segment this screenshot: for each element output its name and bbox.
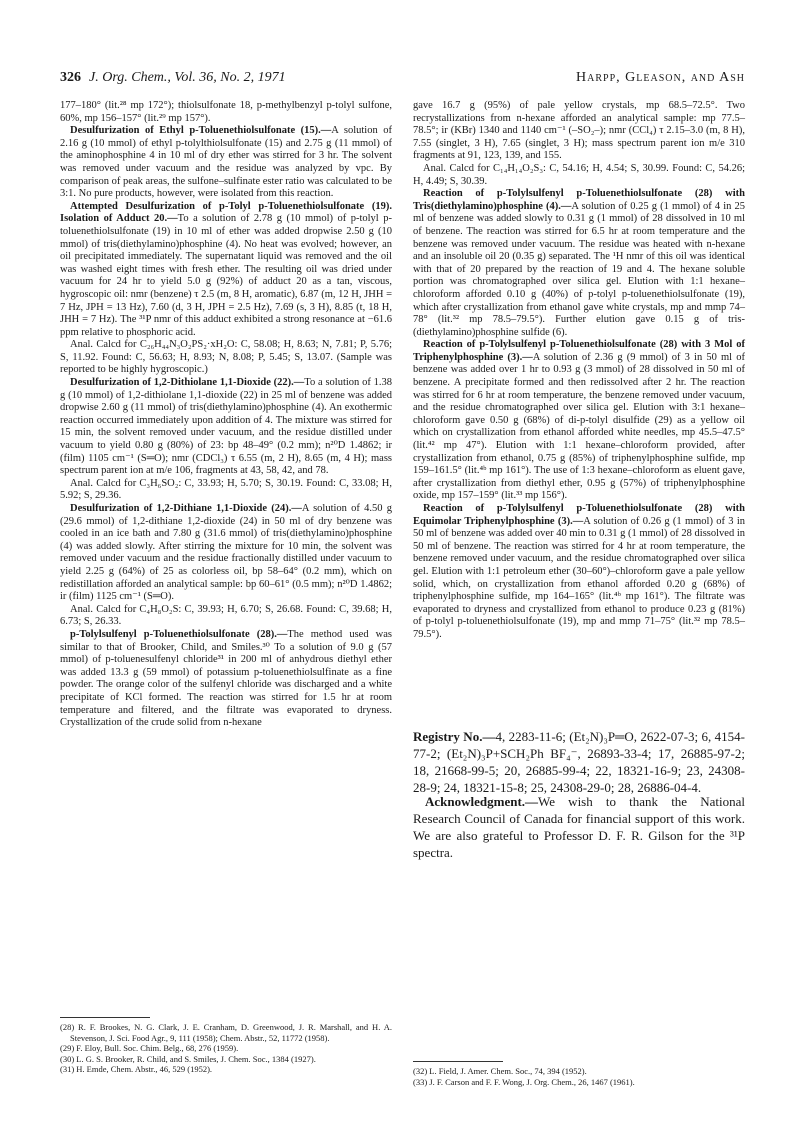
footnotes-left <box>60 1022 392 1075</box>
page-header <box>60 70 745 90</box>
page-number: 326 <box>60 70 81 85</box>
footnote: (33) J. F. Carson and F. F. Wong, J. Org. Chem., 26, 1467 (1961). <box>413 1076 635 1087</box>
section <box>413 503 745 642</box>
registry-label: Registry No.— <box>413 729 496 744</box>
footnote: (29) F. Eloy, Bull. Soc. Chim. Belg., 68, 276 (1959). <box>60 1043 239 1053</box>
section-heading: Reaction of p-Tolylsulfenyl p-Toluenethiolsulfonate (28) with Tris(diethylamino)phosphine (4).— <box>413 188 745 212</box>
journal-citation: J. Org. Chem., Vol. 36, No. 2, 1971 <box>89 70 286 85</box>
section-body: A solution of 0.25 g (1 mmol) of 4 in 25 ml of benzene was added slowly to 0.31 g (1 mmol) of 28 dissolved in 10 ml of benzene. The reaction was stirred for 6.5 hr at room temperature and the benzene was removed under vacuum. The residue was heated with n-hexane and an insoluble oil 20 (0.35 g) separated. The ¹H nmr of this oil was identical with that of 20 prepared by the reaction of 19 and 4. The hexane soluble portion was chromatographed over silica gel. Elution with 1:1 hexane–chloroform afforded 0.10 g (40%) of p-tolyl p-toluenethiolsulfonate (19), which after crystallization from ethanol gave white crystals, mp and mmp 74–78° (lit.³² mp 78.5–79.5°). Further elution gave 0.15 g of tris-(diethylamino)phosphine sulfide (6). <box>413 200 745 338</box>
footnote: (32) L. Field, J. Amer. Chem. Soc., 74, 394 (1952). <box>413 1066 587 1076</box>
section-body: A solution of 4.50 g (29.6 mmol) of 1,2-dithiane 1,2-dioxide (24) in 50 ml of dry benzene was cooled in an ice bath and 7.80 g (31.6 mmol) of tris(diethylamino)phosphine (4) was added slowly. After stirring the mixture for 10 min, the solvent was removed under vacuum and the residue fractionally distilled under vacuum to yield 2.25 g (64%) of 25 as colorless oil, bp 58–64° (0.2 mm), which on redistillation afforded an analytical sample: bp 60–61° (0.5 mm); n²⁰D 1.4862; ir (film) 1125 cm⁻¹ (S═O). <box>60 503 392 603</box>
section-heading: p-Tolylsulfenyl p-Toluenethiolsulfonate (28).— <box>70 628 288 640</box>
footnote: (30) L. G. S. Brooker, R. Child, and S. Smiles, J. Chem. Soc., 1384 (1927). <box>60 1053 316 1064</box>
paragraph: 177–180° (lit.²⁸ mp 172°); thiolsulfonate 18, p-methylbenzyl p-tolyl sulfone, 60%, mp 156–157° (lit.²⁹ mp 157°). <box>60 100 392 124</box>
section-body: To a solution of 1.38 g (10 mmol) of 1,2-dithiolane 1,1-dioxide (22) in 25 ml of benzene was added dropwise 2.60 g (11 mmol) of tris(diethylamino)phosphine (4). An exothermic reaction occurred immediately upon addition of 4. The mixture was stirred for 15 min, the solvent removed under vacuum, and the residue distilled under vacuum to yield 0.80 g (80%) of 23: bp 48–49° (0.2 mm); n²⁰D 1.4862; ir (film) 1105 cm⁻¹ (S═O); nmr (CDCl₃) τ 6.55 (m, 2 H), 8.65 (m, 4 H); mass spectrum parent ion at m/e 106, fragments at 43, 58, 42, and 78. <box>60 377 392 477</box>
acknowledgment-text: We wish to thank the National Research Council of Canada for financial support of this work. We are also grateful to Professor D. F. R. Gilson for the ³¹P spectra. <box>413 794 745 860</box>
paragraph: gave 16.7 g (95%) of pale yellow crystals, mp 68.5–72.5°. Two recrystallizations from n-hexane afforded an analytical sample: mp 77.5–78.5°; ir (KBr) 1340 and 1140 cm⁻¹ (–SO₂–); nmr (CCl₄) τ 2.15–3.0 (m, 8 H), 7.55 (singlet, 3 H), 7.65 (singlet, 3 H); mass spectrum parent ion m/e 310 fragments at 91, 123, 139, and 155. <box>413 100 745 162</box>
section-heading: Reaction of p-Tolylsulfenyl p-Toluenethiolsulfonate (28) with 3 Mol of Triphenylphosphine (3).— <box>413 339 745 363</box>
section-body: A solution of 2.16 g (10 mmol) of ethyl p-tolylthiolsulfonate (15) and 2.75 g (11 mmol) of the aminophosphine 4 in 10 ml of dry ether was stirred for 3 hr. The solvent was removed under vacuum and the residue was analyzed by vpc. By comparison of peak areas, the sulfone–sulfinate ester ratio was calculated to be 3:1. No pure products, however, were isolated from this reaction. <box>60 125 392 200</box>
section <box>413 188 745 339</box>
footnote: (28) R. F. Brookes, N. G. Clark, J. E. Cranham, D. Greenwood, J. R. Marshall, and H. A. Stevenson, J. Sci. Food Agr., 9, 111 (1958); Chem. Abstr., 52, 11772 (1958). <box>60 1022 392 1043</box>
section-heading: Attempted Desulfurization of p-Tolyl p-Toluenethiolsulfonate (19). Isolation of Adduct 20.— <box>60 200 392 225</box>
right-column <box>413 100 745 642</box>
footnote-rule-right <box>413 1061 503 1062</box>
analysis: Anal. Calcd for C₄H₈O₂S: C, 39.93; H, 6.70; S, 26.68. Found: C, 39.68; H, 6.73; S, 26.33. <box>60 603 392 628</box>
section <box>60 503 392 604</box>
left-column <box>60 100 392 730</box>
section-body: To a solution of 2.78 g (10 mmol) of p-tolyl p-toluenethiolsulfonate (19) in 10 ml of ether was added dropwise 2.50 g (10 mmol) of tris(diethylamino)phosphine (4). No heat was evolved; however, an oil precipitated immediately. The supernatant liquid was removed and the oil was washed eight times with fresh ether. The resulting oil was dried under vacuum for 24 hr to yield 5.0 g (92%) of adduct 20 as a tan, viscous, hygroscopic oil: nmr (benzene) τ 2.5 (m, 8 H, aromatic), 6.87 (m, 12 H, JHH = 7 Hz, JPH = 13 Hz), 7.60 (d, 3 H, JPH = 2.5 Hz), 7.69 (s, 3 H), 8.85 (t, 18 H, JHH = 7 Hz). The ³¹P nmr of this adduct exhibited a strong resonance at −61.6 ppm relative to phosphoric acid. <box>60 213 392 338</box>
section <box>413 339 745 503</box>
analysis: Anal. Calcd for C₁₄H₁₄O₂S₃: C, 54.16; H, 4.54; S, 30.99. Found: C, 54.26; H, 4.49; S, 30.39. <box>413 162 745 187</box>
analysis: Anal. Calcd for C₂₆H₄₄N₃O₂PS₂·xH₂O: C, 58.08; H, 8.63; N, 7.81; P, 5.76; S, 11.92. Found: C, 56.63; H, 8.93; N, 8.08; P, 5.45; S, 13.07. (Sample was reported to be highly hygroscopic.) <box>60 339 392 376</box>
section-heading: Reaction of p-Tolylsulfenyl p-Toluenethiolsulfonate (28) with Equimolar Triphenylphosphine (3).— <box>413 503 745 527</box>
section <box>60 629 392 730</box>
footnote: (31) H. Emde, Chem. Abstr., 46, 529 (1952). <box>60 1064 213 1074</box>
section <box>60 201 392 340</box>
section-body: A solution of 2.36 g (9 mmol) of 3 in 50 ml of benzene was added over 1 hr to 0.93 g (3 mmol) of 28 dissolved in 50 ml of benzene. A precipitate formed and then redissolved after 2 hr. The reaction was stirred for 6 hr at room temperature, the benzene removed under vacuum, and the residue chromatographed over silica gel. Elution with 3:1 hexane–chloroform gave 0.50 g (68%) of di-p-tolyl disulfide (29) as a yellow oil which on crystallization from ethanol afforded white needles, mp 45.5–47.5° (lit.⁴² mp 47°). Elution with 1:1 hexane–chloroform provided, after crystallization from ethanol, 0.75 g (85%) of triphenylphosphine sulfide, mp 159–161.5° (lit.⁴ᵇ mp 161°). The use of 1:3 hexane–chloroform as eluent gave, after crystallization from diethyl ether, 0.95 g (57%) of triphenylphosphine oxide, mp 157–159° (lit.³³ mp 156°). <box>413 351 745 502</box>
header-journal <box>60 70 286 86</box>
header-authors: Harpp, Gleason, and Ash <box>576 70 745 85</box>
section <box>60 377 392 478</box>
section-body: The method used was similar to that of Brooker, Child, and Smiles.³⁰ To a solution of 9.0 g (57 mmol) of p-toluenesulfenyl chloride³¹ in 200 ml of anhydrous diethyl ether was added 13.3 g (59 mmol) of potassium p-toluenethiolsulfinate as a fine powder. The orange color of the sulfenyl chloride was discharged and a white precipitate of KCl formed. The reaction was stirred for 1.5 hr at room temperature and filtered, and the filtrate was evaporated to dryness. Crystallization of the crude solid from n-hexane <box>60 628 392 729</box>
registry-numbers <box>413 728 745 796</box>
section-heading: Desulfurization of 1,2-Dithiolane 1,1-Dioxide (22).— <box>70 377 305 389</box>
section <box>60 125 392 201</box>
section-body: A solution of 0.26 g (1 mmol) of 3 in 50 ml of benzene was added over 40 min to 0.31 g (1 mmol) of 28 dissolved in 50 ml of benzene. The reaction was stirred for 4 hr at room temperature, the benzene removed under vacuum, and the residue chromatographed over silica gel. Elution with 1:1 petroleum ether (30–60°)–chloroform gave a pale yellow solid, which, on crystallization from ethanol afforded 0.20 g (68%) of triphenylphosphine sulfide, mp 164–165° (lit.⁴ᵇ mp 161°). The filtrate was evaporated to dryness and crystallized from ethanol to produce 0.23 g (81%) of p-tolyl p-toluenethiolsulfonate (19), mp and mmp 71–75° (lit.³² mp 78.5–79.5°). <box>413 515 745 640</box>
acknowledgment-label: Acknowledgment.— <box>425 794 539 809</box>
registry-text: 4, 2283-11-6; (Et₂N)₃P═O, 2622-07-3; 6, 4154-77-2; (Et₂N)₃P+SCH₂Ph BF₄⁻, 26893-33-4; 17, 26885-97-2; 18, 21668-99-5; 20, 26885-99-4; 22, 18321-16-9; 23, 24308-28-9; 24, 18321-15-8; 25, 24308-29-0; 28, 26886-04-4. <box>413 729 745 795</box>
acknowledgment <box>413 793 745 861</box>
section-heading: Desulfurization of Ethyl p-Toluenethiolsulfonate (15).— <box>70 125 332 137</box>
footnote-rule-left <box>60 1017 150 1018</box>
analysis: Anal. Calcd for C₃H₆SO₂: C, 33.93; H, 5.70; S, 30.19. Found: C, 33.08; H, 5.92; S, 29.36. <box>60 477 392 502</box>
section-heading: Desulfurization of 1,2-Dithiane 1,1-Dioxide (24).— <box>70 503 302 514</box>
footnotes-right <box>413 1066 745 1087</box>
